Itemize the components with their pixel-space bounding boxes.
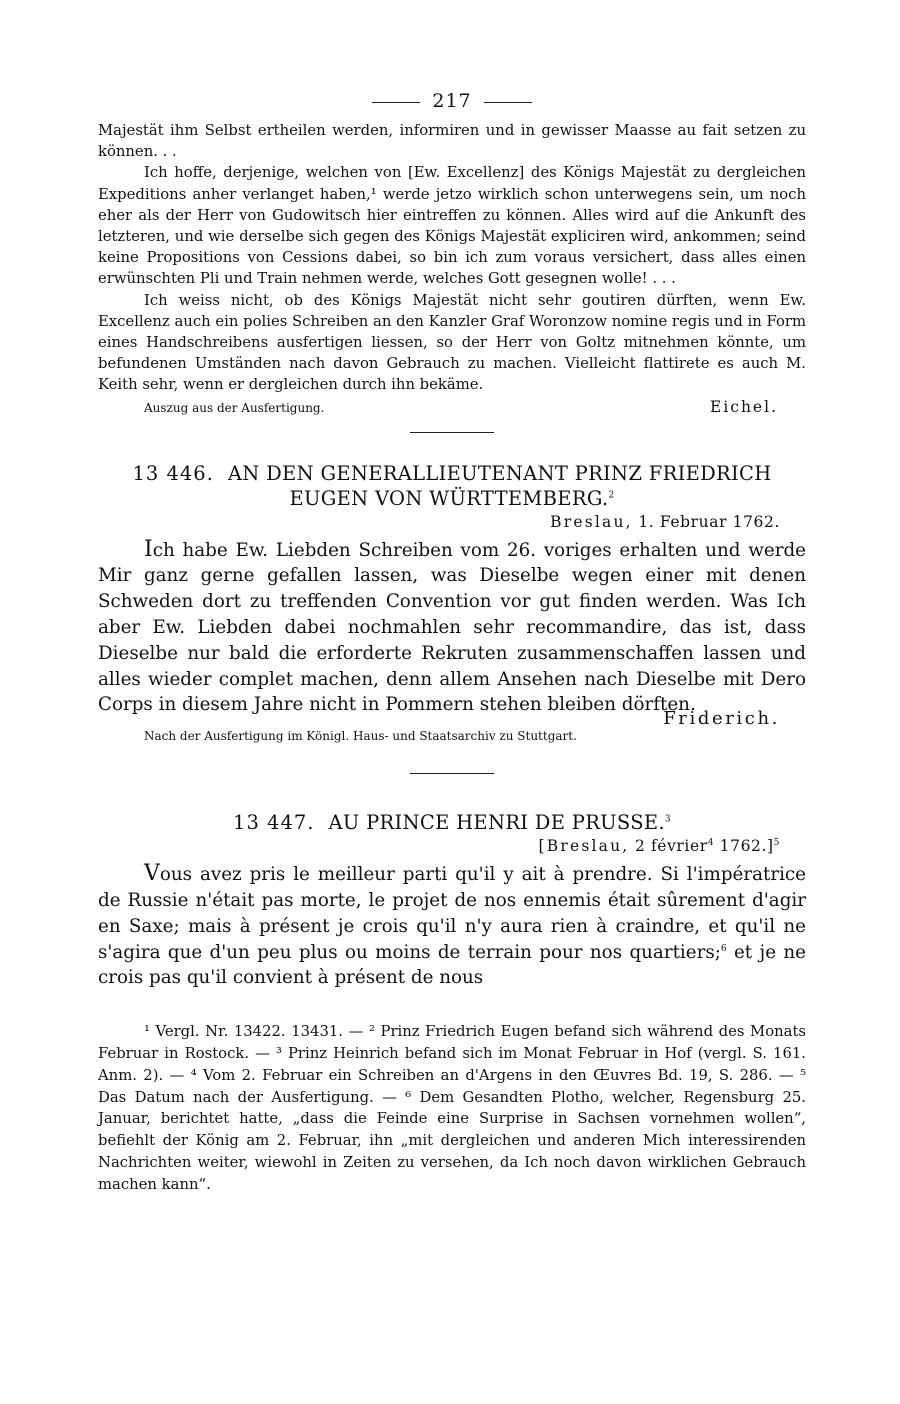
letter-13446-dateline [98,513,780,531]
letter-13447-text-b: et je ne crois pas qu'il convient à présent de nous [98,941,806,989]
prev-paragraph-3-wrap [98,290,806,396]
footnote-ref-2: 2 [608,490,615,501]
prev-signature: Eichel. [710,397,778,416]
footnote-ref-5: 5 [773,838,780,849]
previous-letter-continuation [98,120,806,416]
letter-13446-number: 13 446. [132,461,214,485]
letter-13446-signature: Friderich. [663,708,780,730]
prev-paragraph-2-wrap [98,162,806,289]
header-dash-left [372,102,420,103]
letter-13447-dateline [98,837,780,855]
page-header [98,86,806,120]
letter-13446-date: 1. Februar 1762. [638,512,780,531]
footnotes [98,1021,806,1195]
letter-13447 [98,810,806,991]
letter-13447-date-a: 2 février [634,837,708,856]
letter-13447-number: 13 447. [233,811,315,835]
letter-13446-body [98,537,806,719]
letter-13446-place: Breslau, [550,512,633,531]
footnotes-text: ¹ Vergl. Nr. 13422. 13431. — ² Prinz Friedrich Eugen befand sich während des Monats Februar in Rostock. — ³ Prinz Heinrich befand sich im Monat Februar in Hof (vergl. S. 161. Anm. 2). — ⁴ Vom 2. Februar ein Schreiben an d'Argens in den Œuvres Bd. 19, S. 286. — ⁵ Das Datum nach der Ausfertigung. — ⁶ Dem Gesandten Plotho, welcher, Regensburg 25. Januar, berichtet hatte, „dass die Feinde eine Surprise in Sachsen vornehmen wollen“, befiehlt der König am 2. Februar, ihn „mit dergleichen und anderen Mich interessirenden Nachrichten weiter, wiewohl in Zeiten zu versehen, da Ich noch davon wirklichen Gebrauch machen kann“. [98,1023,806,1193]
footnote-ref-6: 6 [720,943,727,954]
header-dash-right [484,102,532,103]
prev-paragraph-3: Ich weiss nicht, ob des Königs Majestät nicht sehr goutiren dürften, wenn Ew. Excellenz auch ein polies Schreiben an den Kanzler Graf Woronzow nomine regis und in Form eines Handschreibens ausfertigen liessen, so der Herr von Goltz mitnehmen könnte, um befundenen Umständen nach davon Gebrauch zu machen. Vielleicht flattirete es auch M. Keith sehr, wenn er dergleichen durch ihn bekäme. [98,291,806,394]
letter-13446-source-note: Nach der Ausfertigung im Königl. Haus- und Staatsarchiv zu Stuttgart. [144,729,577,744]
letter-13446-text: ch habe Ew. Liebden Schreiben vom 26. voriges erhalten und werde Mir ganz gerne gefallen lassen, was Dieselbe wegen einer mit denen Schweden dort zu treffenden Convention vor gut finden werden. Was Ich aber Ew. Liebden dabei nochmahlen sehr recommandire, das ist, dass Dieselbe nur bald die erforderte Rekruten zusammenschaffen lassen und alles wieder complet machen, denn allem Ansehen nach Dieselbe mit Dero Corps in diesem Jahre nicht in Pommern stehen bleiben dörften. [98,539,806,716]
prev-paragraph-1: Majestät ihm Selbst ertheilen werden, informiren und in gewisser Maasse au fait setzen zu können. . . [98,122,806,161]
letter-13447-title-text: AU PRINCE HENRI DE PRUSSE. [328,811,665,835]
prev-paragraph-2: Ich hoffe, derjenige, welchen von [Ew. Excellenz] des Königs Majestät zu dergleichen Expeditions anher verlanget haben,¹ werde jetzo wirklich schon unterwegens sein, um noch eher als der Herr von Gudowitsch hier eintreffen zu können. Alles wird auf die Ankunft des letzteren, und wie derselbe sich gegen des Königs Majestät expliciren wird, ankommen; seind keine Propositions von Cessions dabei, so bin ich zum voraus versichert, dass alles einen erwünschten Pli und Train nehmen werde, welches Gott gesegnen wolle! . . . [98,164,806,288]
section-divider-1 [410,432,494,433]
prev-signature-line [98,398,806,416]
document-page [98,86,806,1196]
footnote-ref-4: 4 [707,838,715,849]
letter-13446-title-line1: AN DEN GENERALLIEUTENANT PRINZ FRIEDRICH [227,461,772,485]
letter-13446-dropcap: I [144,536,153,562]
letter-13447-dropcap: V [144,861,160,887]
letter-13447-title [98,810,806,835]
letter-13446-title-line2: EUGEN VON WÜRTTEMBERG. [289,486,609,510]
letter-13447-body-text [98,861,806,991]
letter-13446-title [98,461,806,511]
letter-13447-place: [Breslau, [538,837,630,856]
letter-13446 [98,461,806,744]
letter-13447-text-a: ous avez pris le meilleur parti qu'il y ait à prendre. Si l'impératrice de Russie n'était pas morte, le projet de nos ennemis était sûrement d'agir en Saxe; mais à présent je crois qu'il n'y aura rien à craindre, et qu'il ne s'agira que d'un peu plus ou moins de terrain pour nos quartiers; [98,864,806,963]
prev-source-note: Auszug aus der Ausfertigung. [144,400,325,415]
page-number: 217 [432,90,472,112]
letter-13446-body-text [98,537,806,719]
footnote-ref-3: 3 [664,814,671,825]
section-divider-2 [410,773,494,774]
letter-13447-body [98,861,806,991]
letter-13447-date-b: 1762.] [719,837,774,856]
